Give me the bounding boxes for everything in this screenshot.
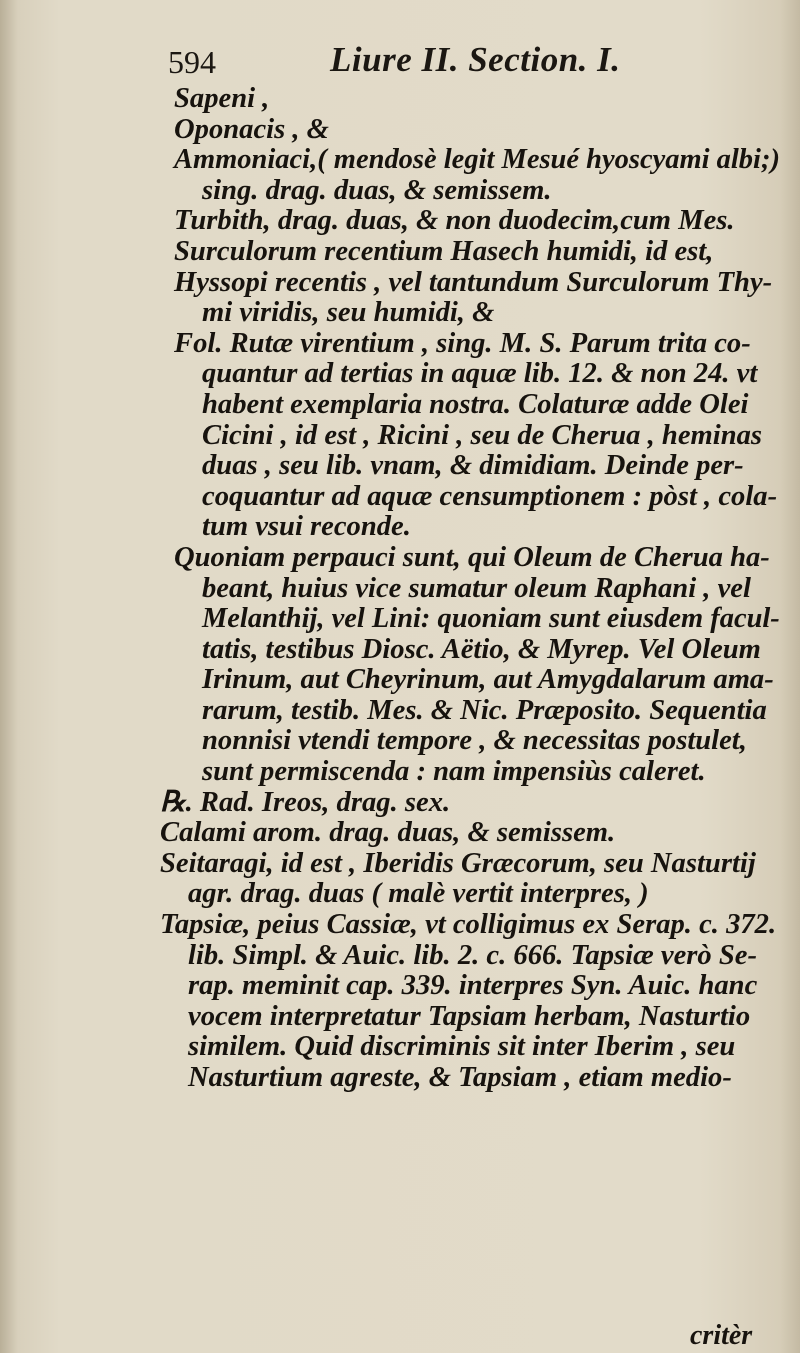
text-line: Fol. Rutæ virentium , sing. M. S. Parum trita co- [174,328,751,359]
text-line: Calami arom. drag. duas, & semissem. [160,818,616,849]
text-line: quantur ad tertias in aquæ lib. 12. & non 24. vt [202,359,758,390]
text-line: Turbith, drag. duas, & non duodecim,cum Mes. [174,206,735,237]
text-line: tum vsui reconde. [202,512,411,543]
text-line: Ammoniaci,( mendosè legit Mesué hyoscyami albi;) [174,145,780,176]
text-line: ℞. Rad. Ireos, drag. sex. [160,787,451,818]
text-line: Irinum, aut Cheyrinum, aut Amygdalarum ama- [202,665,774,696]
text-line: Oponacis , & [174,114,329,145]
text-line: sunt permiscenda : nam impensiùs caleret. [202,757,706,788]
text-line: Sapeni , [174,84,270,114]
catchword: critèr [690,1320,753,1351]
text-line: lib. Simpl. & Auic. lib. 2. c. 666. Tapsiæ verò Se- [188,940,757,971]
text-line: mi viridis, seu humidi, & [202,298,495,329]
text-line: vocem interpretatur Tapsiam herbam, Nasturtio [188,1001,751,1032]
page-number: 594 [168,44,216,80]
text-line: Quoniam perpauci sunt, qui Oleum de Cherua ha- [174,542,770,573]
text-body [150,84,790,1094]
text-line: similem. Quid discriminis sit inter Iberim , seu [188,1032,736,1063]
text-line: Surculorum recentium Hasech humidi, id est, [174,236,714,267]
text-line: beant, huius vice sumatur oleum Raphani , vel [202,573,751,604]
text-line: Cicini , id est , Ricini , seu de Cherua , heminas [202,420,763,451]
text-line: Nasturtium agreste, & Tapsiam , etiam medio- [188,1063,732,1093]
text-line: agr. drag. duas ( malè vertit interpres, ) [188,879,649,910]
page-header [168,40,768,84]
text-line: Melanthij, vel Lini: quoniam sunt eiusdem facul- [202,604,780,635]
text-line: Tapsiæ, peius Cassiæ, vt colligimus ex Serap. c. 372. [160,910,777,941]
text-line: habent exemplaria nostra. Colaturæ adde Olei [202,389,749,420]
text-line: tatis, testibus Diosc. Aëtio, & Myrep. Vel Oleum [202,634,761,665]
text-line: Hyssopi recentis , vel tantundum Surculorum Thy- [174,267,773,298]
text-line: Seitaragi, id est , Iberidis Græcorum, seu Nasturtij [160,848,756,879]
text-line: rarum, testib. Mes. & Nic. Præposito. Sequentia [202,695,767,726]
running-title: Liure II. Section. I. [330,40,621,79]
text-line: coquantur ad aquæ censumptionem : pòst , cola- [202,481,778,512]
text-line: duas , seu lib. vnam, & dimidiam. Deinde per- [202,451,744,482]
text-line: sing. drag. duas, & semissem. [202,175,552,206]
text-line: nonnisi vtendi tempore , & necessitas postulet, [202,726,747,757]
text-line: rap. meminit cap. 339. interpres Syn. Auic. hanc [188,971,758,1002]
